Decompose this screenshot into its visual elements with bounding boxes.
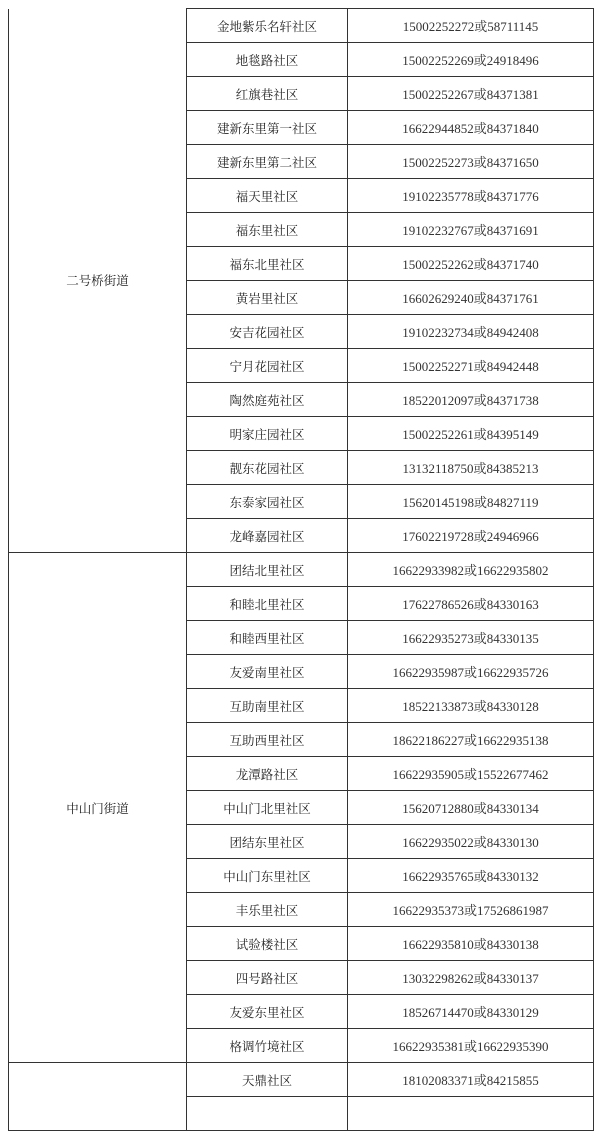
- community-cell: 福天里社区: [187, 179, 348, 213]
- phone-cell: 16622935273或84330135: [348, 621, 594, 655]
- table-row: [9, 553, 594, 587]
- phone-cell: 17602219728或24946966: [348, 519, 594, 553]
- phone-cell: 16622935810或84330138: [348, 927, 594, 961]
- phone-cell: 16622935373或17526861987: [348, 893, 594, 927]
- phone-cell: 18522133873或84330128: [348, 689, 594, 723]
- community-cell: 黄岩里社区: [187, 281, 348, 315]
- phone-cell: 16622944852或84371840: [348, 111, 594, 145]
- phone-cell: 16622933982或16622935802: [348, 553, 594, 587]
- community-cell: 福东里社区: [187, 213, 348, 247]
- phone-cell: 19102232734或84942408: [348, 315, 594, 349]
- community-cell: 靓东花园社区: [187, 451, 348, 485]
- phone-cell: 15620712880或84330134: [348, 791, 594, 825]
- phone-cell: 18522012097或84371738: [348, 383, 594, 417]
- community-cell: 地毯路社区: [187, 43, 348, 77]
- phone-cell: 13032298262或84330137: [348, 961, 594, 995]
- phone-cell: 15002252273或84371650: [348, 145, 594, 179]
- community-cell: 安吉花园社区: [187, 315, 348, 349]
- phone-cell: 18102083371或84215855: [348, 1063, 594, 1097]
- phone-cell: 15002252261或84395149: [348, 417, 594, 451]
- community-cell: 龙峰嘉园社区: [187, 519, 348, 553]
- community-cell: 龙潭路社区: [187, 757, 348, 791]
- phone-cell: 15620145198或84827119: [348, 485, 594, 519]
- community-cell: 东泰家园社区: [187, 485, 348, 519]
- district-cell: [9, 1063, 187, 1131]
- phone-cell: 19102235778或84371776: [348, 179, 594, 213]
- community-cell: 友爱东里社区: [187, 995, 348, 1029]
- community-cell: 天鼎社区: [187, 1063, 348, 1097]
- community-cell: 建新东里第二社区: [187, 145, 348, 179]
- phone-cell: 15002252267或84371381: [348, 77, 594, 111]
- phone-cell: 15002252271或84942448: [348, 349, 594, 383]
- community-contact-table: [8, 8, 594, 1131]
- table-body: [9, 9, 594, 1131]
- community-cell: 四号路社区: [187, 961, 348, 995]
- community-cell: 格调竹境社区: [187, 1029, 348, 1063]
- community-cell: 团结北里社区: [187, 553, 348, 587]
- phone-cell: 18622186227或16622935138: [348, 723, 594, 757]
- phone-cell: 15002252269或24918496: [348, 43, 594, 77]
- phone-cell: 16622935987或16622935726: [348, 655, 594, 689]
- table-row: [9, 1063, 594, 1097]
- phone-cell: 16622935905或15522677462: [348, 757, 594, 791]
- community-cell: 友爱南里社区: [187, 655, 348, 689]
- community-cell: 宁月花园社区: [187, 349, 348, 383]
- phone-cell: 18526714470或84330129: [348, 995, 594, 1029]
- phone-cell: 19102232767或84371691: [348, 213, 594, 247]
- community-cell: 互助南里社区: [187, 689, 348, 723]
- phone-cell: 16622935765或84330132: [348, 859, 594, 893]
- district-cell: 中山门街道: [9, 553, 187, 1063]
- community-cell: 福东北里社区: [187, 247, 348, 281]
- community-cell: 试验楼社区: [187, 927, 348, 961]
- phone-cell: 15002252262或84371740: [348, 247, 594, 281]
- community-cell: 团结东里社区: [187, 825, 348, 859]
- community-cell: 中山门北里社区: [187, 791, 348, 825]
- phone-cell: [348, 1097, 594, 1131]
- district-cell: 二号桥街道: [9, 9, 187, 553]
- community-cell: 陶然庭苑社区: [187, 383, 348, 417]
- community-cell: 红旗巷社区: [187, 77, 348, 111]
- phone-cell: 16602629240或84371761: [348, 281, 594, 315]
- community-cell: [187, 1097, 348, 1131]
- community-cell: 和睦西里社区: [187, 621, 348, 655]
- phone-cell: 15002252272或58711145: [348, 9, 594, 43]
- phone-cell: 16622935381或16622935390: [348, 1029, 594, 1063]
- community-cell: 金地紫乐名轩社区: [187, 9, 348, 43]
- community-cell: 互助西里社区: [187, 723, 348, 757]
- phone-cell: 17622786526或84330163: [348, 587, 594, 621]
- community-cell: 明家庄园社区: [187, 417, 348, 451]
- community-cell: 建新东里第一社区: [187, 111, 348, 145]
- community-cell: 和睦北里社区: [187, 587, 348, 621]
- table-row: [9, 9, 594, 43]
- community-cell: 中山门东里社区: [187, 859, 348, 893]
- community-cell: 丰乐里社区: [187, 893, 348, 927]
- phone-cell: 16622935022或84330130: [348, 825, 594, 859]
- phone-cell: 13132118750或84385213: [348, 451, 594, 485]
